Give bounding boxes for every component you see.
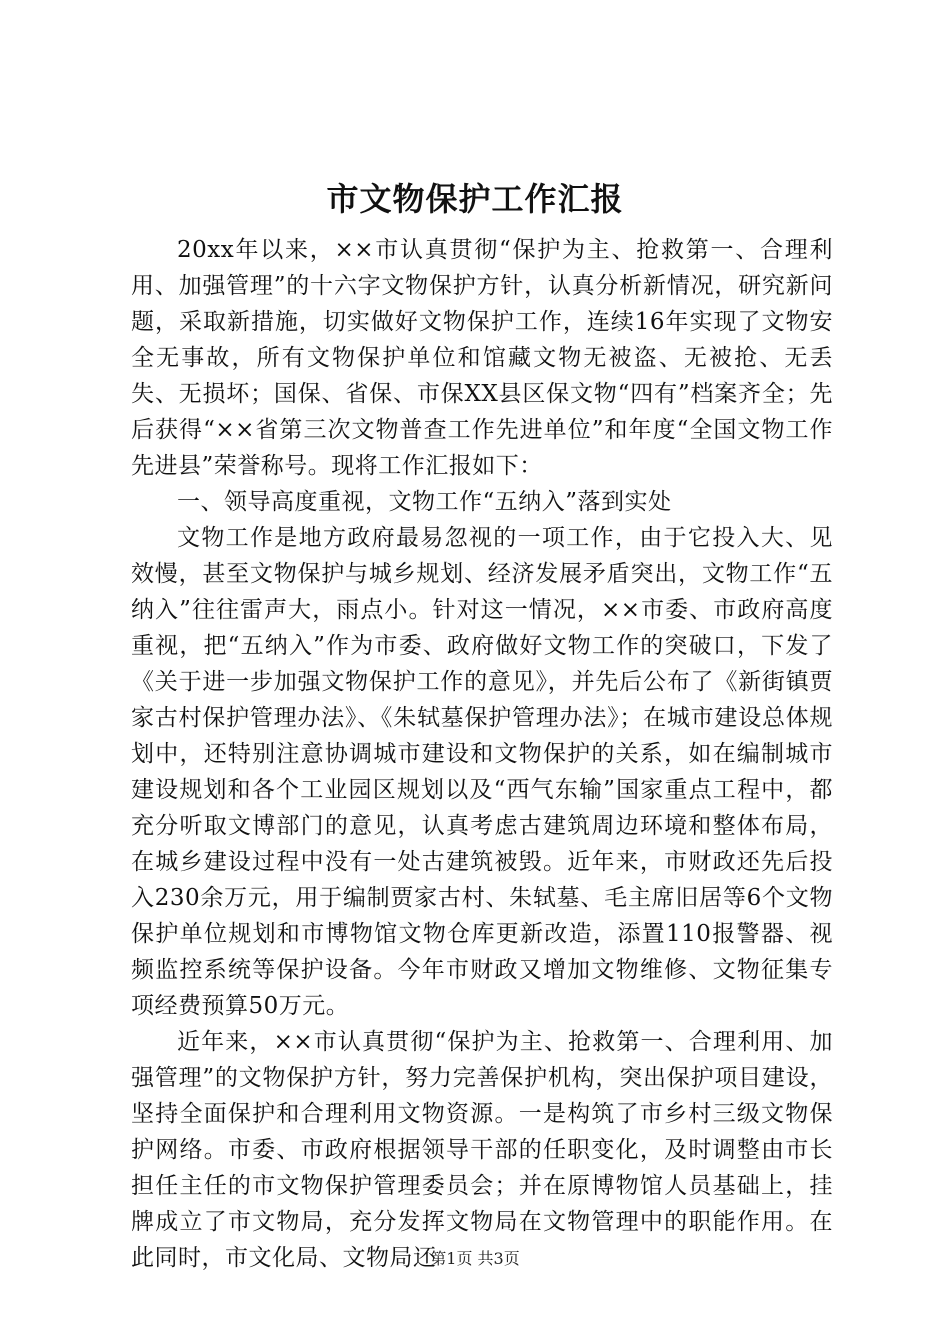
document-body (131, 232, 833, 1276)
page-number: 第1页 共3页 (430, 1249, 520, 1268)
paragraph-section-1: 文物工作是地方政府最易忽视的一项工作，由于它投入大、见效慢，甚至文物保护与城乡规划、经济发展矛盾突出，文物工作“五纳入”往往雷声大，雨点小。针对这一情况，××市委、市政府高度重视，把“五纳入”作为市委、政府做好文物工作的突破口，下发了《关于进一步加强文物保护工作的意见》，并先后公布了《新街镇贾家古村保护管理办法》、《朱轼墓保护管理办法》；在城市建设总体规划中，还特别注意协调城市建设和文物保护的关系，如在编制城市建设规划和各个工业园区规划以及“西气东输”国家重点工程中，都充分听取文博部门的意见，认真考虑古建筑周边环境和整体布局，在城乡建设过程中没有一处古建筑被毁。近年来，市财政还先后投入230余万元，用于编制贾家古村、朱轼墓、毛主席旧居等6个文物保护单位规划和市博物馆文物仓库更新改造，添置110报警器、视频监控系统等保护设备。今年市财政又增加文物维修、文物征集专项经费预算50万元。 (131, 525, 833, 1019)
section-heading-1: 一、领导高度重视，文物工作“五纳入”落到实处 (177, 489, 672, 515)
paragraph-intro: 20xx年以来，××市认真贯彻“保护为主、抢救第一、合理利用、加强管理”的十六字文物保护方针，认真分析新情况，研究新问题，采取新措施，切实做好文物保护工作，连续16年实现了文物安全无事故，所有文物保护单位和馆藏文物无被盗、无被抢、无丢失、无损坏；国保、省保、市保XX县区保文物“四有”档案齐全；先后获得“××省第三次文物普查工作先进单位”和年度“全国文物工作先进县”荣誉称号。现将工作汇报如下： (131, 237, 833, 479)
document-title: 市文物保护工作汇报 (326, 180, 624, 218)
paragraph-recent-years: 近年来，××市认真贯彻“保护为主、抢救第一、合理利用、加强管理”的文物保护方针，努力完善保护机构，突出保护项目建设，坚持全面保护和合理利用文物资源。一是构筑了市乡村三级文物保护网络。市委、市政府根据领导干部的任职变化，及时调整由市长担任主任的市文物保护管理委员会；并在原博物馆人员基础上，挂牌成立了市文物局，充分发挥文物局在文物管理中的职能作用。在此同时，市文化局、文物局还 (131, 1029, 833, 1271)
